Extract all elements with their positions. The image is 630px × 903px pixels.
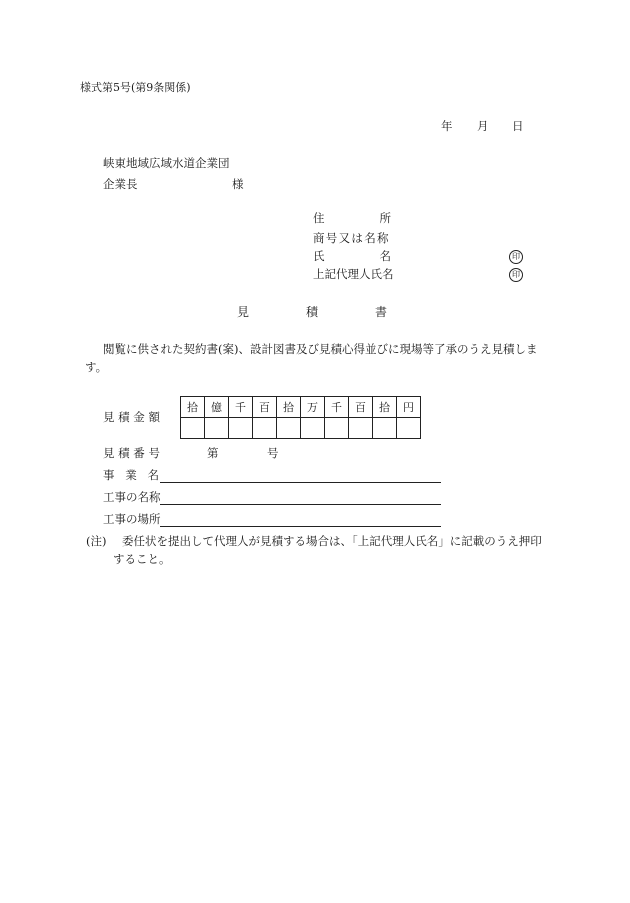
- estimate-number-suffix: 号: [267, 446, 279, 460]
- project-name-underline[interactable]: [160, 482, 441, 483]
- amount-unit-cell: 万: [301, 397, 325, 418]
- note-marker: (注): [86, 534, 107, 548]
- amount-value-cell[interactable]: [205, 418, 229, 439]
- body-text-line2: す。: [85, 360, 108, 374]
- amount-unit-cell: 千: [325, 397, 349, 418]
- project-name-label: 事 業 名: [103, 468, 159, 482]
- work-location-underline[interactable]: [160, 526, 441, 527]
- amount-unit-cell: 円: [397, 397, 421, 418]
- amount-value-cell[interactable]: [277, 418, 301, 439]
- amount-value-cell[interactable]: [325, 418, 349, 439]
- amount-value-cell[interactable]: [397, 418, 421, 439]
- amount-value-cell[interactable]: [349, 418, 373, 439]
- work-name-underline[interactable]: [160, 504, 441, 505]
- amount-value-cell[interactable]: [373, 418, 397, 439]
- agent-name-label: 上記代理人氏名: [313, 267, 394, 281]
- seal-mark-name: 印: [509, 250, 523, 264]
- amount-value-cell[interactable]: [229, 418, 253, 439]
- company-name-label: 商号又は名称: [313, 231, 390, 245]
- amount-value-cell[interactable]: [301, 418, 325, 439]
- estimate-amount-label: 見 積 金 額: [103, 410, 160, 424]
- amount-unit-cell: 億: [205, 397, 229, 418]
- form-number: 様式第5号(第9条関係): [80, 81, 191, 94]
- note-line1: 委任状を提出して代理人が見積する場合は、「上記代理人氏名」に記載のうえ押印: [122, 534, 542, 548]
- amount-value-row: [181, 418, 421, 439]
- estimate-number-prefix: 第: [207, 446, 219, 460]
- seal-mark-agent: 印: [509, 268, 523, 282]
- amount-unit-row: [181, 397, 421, 418]
- estimate-number-label: 見 積 番 号: [103, 446, 160, 460]
- date-year: 年: [441, 119, 453, 133]
- note-line2: すること。: [113, 552, 171, 566]
- address-label: 住 所: [313, 211, 391, 225]
- addressee-honorific: 様: [232, 177, 244, 191]
- addressee-organization: 峡東地域広域水道企業団: [103, 156, 230, 170]
- amount-unit-cell: 拾: [373, 397, 397, 418]
- amount-unit-cell: 千: [229, 397, 253, 418]
- amount-unit-cell: 百: [349, 397, 373, 418]
- work-name-label: 工事の名称: [103, 490, 161, 504]
- addressee-title: 企業長: [103, 177, 138, 191]
- amount-unit-cell: 拾: [277, 397, 301, 418]
- work-location-label: 工事の場所: [103, 512, 161, 526]
- amount-value-cell[interactable]: [181, 418, 205, 439]
- amount-unit-cell: 百: [253, 397, 277, 418]
- date-day: 日: [512, 119, 524, 133]
- body-text-line1: 閲覧に供された契約書(案)、設計図書及び見積心得並びに現場等了承のうえ見積しま: [103, 342, 538, 356]
- document-title: 見 積 書: [237, 305, 387, 319]
- estimate-amount-table: [180, 396, 421, 439]
- date-month: 月: [477, 119, 489, 133]
- name-label: 氏 名: [313, 249, 391, 263]
- amount-unit-cell: 拾: [181, 397, 205, 418]
- amount-value-cell[interactable]: [253, 418, 277, 439]
